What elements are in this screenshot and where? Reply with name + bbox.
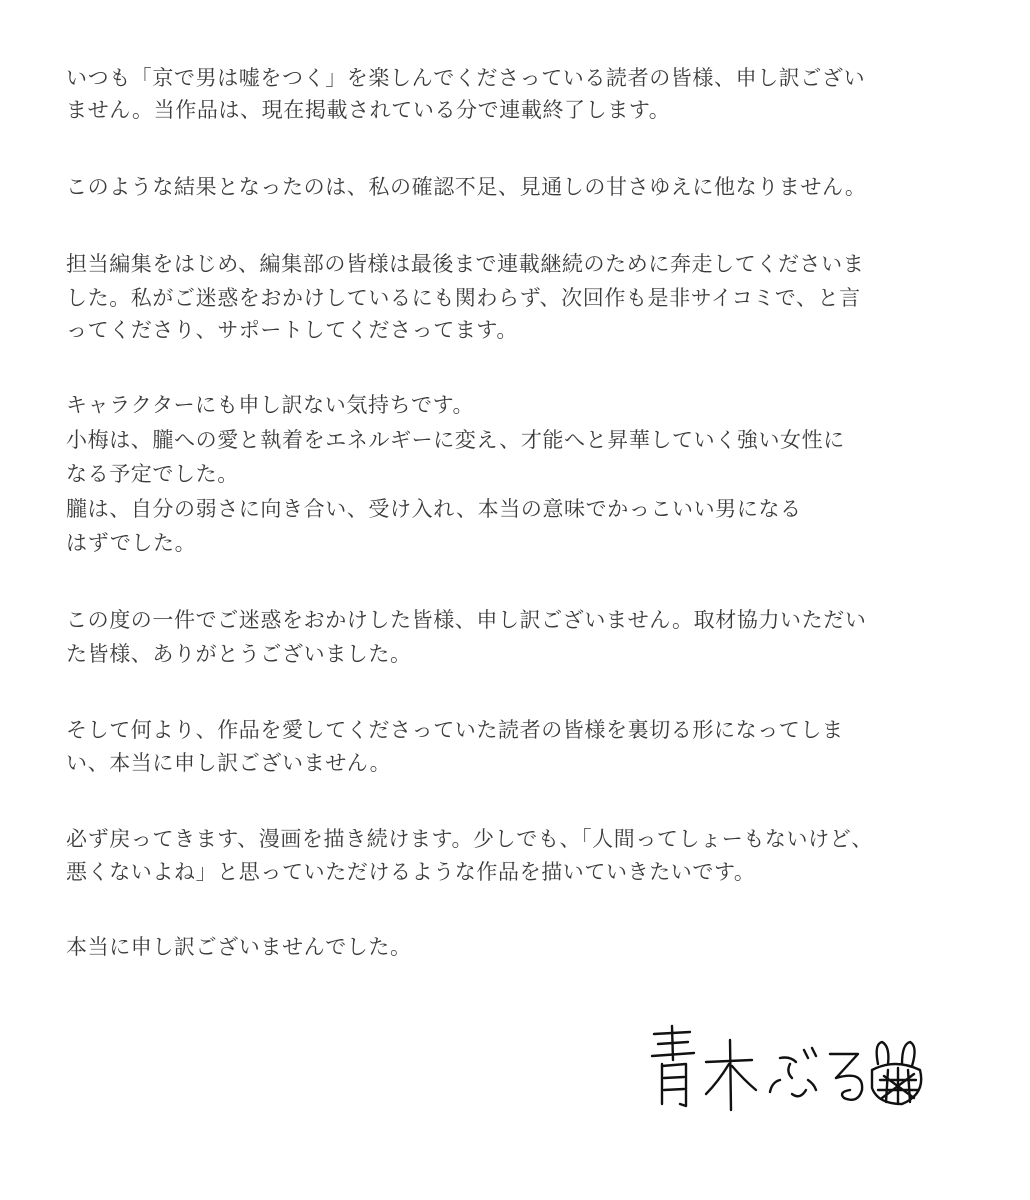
letter-line: そして何より、作品を愛してくださっていた読者の皆様を裏切る形になってしま	[66, 718, 844, 742]
letter-line: ってくださり、サポートしてくださってます。	[66, 318, 518, 342]
letter-line: 朧は、自分の弱さに向き合い、受け入れ、本当の意味でかっこいい男になる	[66, 497, 802, 521]
letter-line: ません。当作品は、現在掲載されている分で連載終了します。	[66, 98, 671, 122]
letter-line: 担当編集をはじめ、編集部の皆様は最後まで連載継続のために奔走してくださいま	[66, 252, 865, 276]
letter-line: 必ず戻ってきます、漫画を描き続けます。少しでも、「人間ってしょーもないけど、	[66, 827, 873, 851]
letter-line: た皆様、ありがとうございました。	[66, 642, 412, 666]
letter-line: した。私がご迷惑をおかけしているにも関わらず、次回作も是非サイコミで、と言	[66, 286, 861, 310]
letter-line: 本当に申し訳ございませんでした。	[66, 935, 412, 959]
signature-drawing	[640, 1020, 930, 1120]
letter-line: はずでした。	[66, 531, 197, 555]
signature-icon	[640, 1020, 930, 1120]
letter-line: い、本当に申し訳ございません。	[66, 751, 392, 775]
letter-line: キャラクターにも申し訳ない気持ちです。	[66, 393, 475, 417]
letter-line: なる予定でした。	[66, 462, 239, 486]
letter-line: この度の一件でご迷惑をおかけした皆様、申し訳ございません。取材協力いただい	[66, 608, 867, 632]
letter-line: いつも「京で男は嘘をつく」を楽しんでくださっている読者の皆様、申し訳ござい	[66, 66, 866, 90]
letter-line: このような結果となったのは、私の確認不足、見通しの甘さゆえに他なりません。	[66, 175, 867, 199]
letter-line: 悪くないよね」と思っていただけるような作品を描いていきたいです。	[66, 860, 756, 884]
letter-line: 小梅は、朧への愛と執着をエネルギーに変え、才能へと昇華していく強い女性に	[66, 428, 845, 452]
